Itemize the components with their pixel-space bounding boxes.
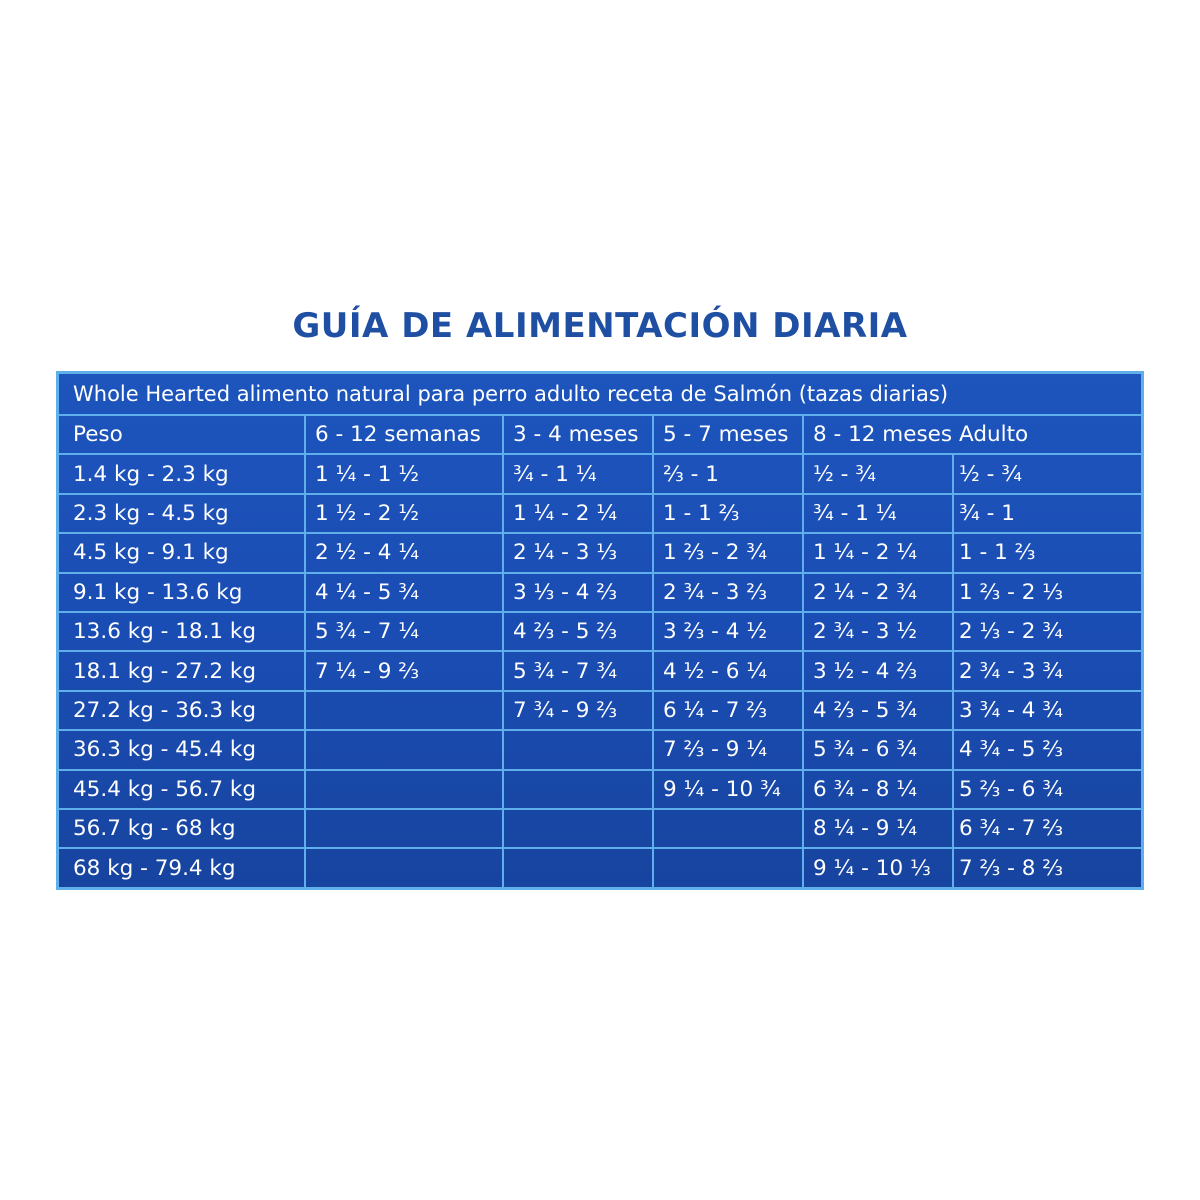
header-8-12-months: 8 - 12 meses [813, 422, 953, 448]
cell-5-7-months: ⅔ - 1 [654, 455, 804, 492]
cell-5-7-months [654, 849, 804, 888]
cell-weight: 27.2 kg - 36.3 kg [59, 692, 306, 729]
cell-3-4-months: 1 ¼ - 2 ¼ [504, 495, 654, 532]
cell-3-4-months: 7 ¾ - 9 ⅔ [504, 692, 654, 729]
cell-5-7-months [654, 810, 804, 847]
cell-5-7-months: 9 ¼ - 10 ¾ [654, 771, 804, 808]
cell-5-7-months: 1 - 1 ⅔ [654, 495, 804, 532]
cell-8-12-months: 1 ¼ - 2 ¼ [804, 534, 954, 571]
cell-8-12-months: 2 ¾ - 3 ½ [804, 613, 954, 650]
cell-8-12-months: ½ - ¾ [804, 455, 954, 492]
cell-3-4-months: 5 ¾ - 7 ¾ [504, 652, 654, 689]
cell-6-12-weeks: 4 ¼ - 5 ¾ [306, 574, 504, 611]
cell-8-12-months: ¾ - 1 ¼ [804, 495, 954, 532]
cell-8-12-months: 4 ⅔ - 5 ¾ [804, 692, 954, 729]
table-row [59, 613, 1141, 652]
cell-8-12-months: 9 ¼ - 10 ⅓ [804, 849, 954, 888]
header-adult: Adulto [959, 422, 1029, 448]
cell-3-4-months: 2 ¼ - 3 ⅓ [504, 534, 654, 571]
cell-3-4-months: 3 ⅓ - 4 ⅔ [504, 574, 654, 611]
table-row [59, 652, 1141, 691]
header-6-12-weeks: 6 - 12 semanas [306, 416, 504, 453]
table-row [59, 771, 1141, 810]
cell-adult: 2 ⅓ - 2 ¾ [959, 619, 1064, 645]
table-row [59, 810, 1141, 849]
cell-adult: 4 ¾ - 5 ⅔ [959, 737, 1064, 763]
cell-8-12-months: 5 ¾ - 6 ¾ [804, 731, 954, 768]
cell-8-12-months: 8 ¼ - 9 ¼ [804, 810, 954, 847]
cell-adult: 7 ⅔ - 8 ⅔ [959, 856, 1064, 882]
cell-adult: 1 ⅔ - 2 ⅓ [959, 579, 1064, 605]
cell-adult: 6 ¾ - 7 ⅔ [959, 816, 1064, 842]
cell-5-7-months: 1 ⅔ - 2 ¾ [654, 534, 804, 571]
cell-5-7-months: 3 ⅔ - 4 ½ [654, 613, 804, 650]
cell-6-12-weeks: 5 ¾ - 7 ¼ [306, 613, 504, 650]
cell-adult: 1 - 1 ⅔ [959, 540, 1036, 566]
table-row [59, 574, 1141, 613]
cell-8-12-months: 6 ¾ - 8 ¼ [804, 771, 954, 808]
table-row [59, 692, 1141, 731]
cell-6-12-weeks: 1 ¼ - 1 ½ [306, 455, 504, 492]
cell-3-4-months [504, 731, 654, 768]
cell-3-4-months [504, 771, 654, 808]
cell-6-12-weeks [306, 692, 504, 729]
cell-6-12-weeks: 7 ¼ - 9 ⅔ [306, 652, 504, 689]
cell-weight: 56.7 kg - 68 kg [59, 810, 306, 847]
cell-weight: 1.4 kg - 2.3 kg [59, 455, 306, 492]
cell-3-4-months: ¾ - 1 ¼ [504, 455, 654, 492]
cell-6-12-weeks: 1 ½ - 2 ½ [306, 495, 504, 532]
cell-adult: ½ - ¾ [959, 461, 1023, 487]
table-row [59, 731, 1141, 770]
table-row [59, 849, 1141, 888]
cell-8-12-months: 2 ¼ - 2 ¾ [804, 574, 954, 611]
cell-weight: 13.6 kg - 18.1 kg [59, 613, 306, 650]
table-row [59, 495, 1141, 534]
cell-3-4-months [504, 810, 654, 847]
table-row [59, 455, 1141, 494]
cell-6-12-weeks [306, 731, 504, 768]
cell-weight: 36.3 kg - 45.4 kg [59, 731, 306, 768]
cell-adult: 3 ¾ - 4 ¾ [959, 697, 1064, 723]
cell-8-12-months: 3 ½ - 4 ⅔ [804, 652, 954, 689]
cell-adult: ¾ - 1 [959, 500, 1015, 526]
table-body [59, 455, 1141, 888]
cell-adult: 2 ¾ - 3 ¾ [959, 658, 1064, 684]
feeding-guide-table [56, 371, 1144, 890]
header-3-4-months: 3 - 4 meses [504, 416, 654, 453]
cell-weight: 4.5 kg - 9.1 kg [59, 534, 306, 571]
cell-5-7-months: 4 ½ - 6 ¼ [654, 652, 804, 689]
cell-weight: 18.1 kg - 27.2 kg [59, 652, 306, 689]
cell-3-4-months: 4 ⅔ - 5 ⅔ [504, 613, 654, 650]
table-header-row [59, 416, 1141, 455]
header-weight: Peso [59, 416, 306, 453]
cell-6-12-weeks [306, 771, 504, 808]
cell-6-12-weeks [306, 849, 504, 888]
cell-6-12-weeks [306, 810, 504, 847]
cell-6-12-weeks: 2 ½ - 4 ¼ [306, 534, 504, 571]
page-title: GUÍA DE ALIMENTACIÓN DIARIA [292, 306, 908, 346]
cell-weight: 9.1 kg - 13.6 kg [59, 574, 306, 611]
table-row [59, 534, 1141, 573]
cell-5-7-months: 7 ⅔ - 9 ¼ [654, 731, 804, 768]
table-caption-row [59, 374, 1141, 416]
cell-adult: 5 ⅔ - 6 ¾ [959, 776, 1064, 802]
cell-weight: 68 kg - 79.4 kg [59, 849, 306, 888]
table-caption: Whole Hearted alimento natural para perro adulto receta de Salmón (tazas diarias) [73, 382, 949, 406]
cell-5-7-months: 2 ¾ - 3 ⅔ [654, 574, 804, 611]
header-5-7-months: 5 - 7 meses [654, 416, 804, 453]
cell-weight: 2.3 kg - 4.5 kg [59, 495, 306, 532]
cell-5-7-months: 6 ¼ - 7 ⅔ [654, 692, 804, 729]
cell-weight: 45.4 kg - 56.7 kg [59, 771, 306, 808]
cell-3-4-months [504, 849, 654, 888]
